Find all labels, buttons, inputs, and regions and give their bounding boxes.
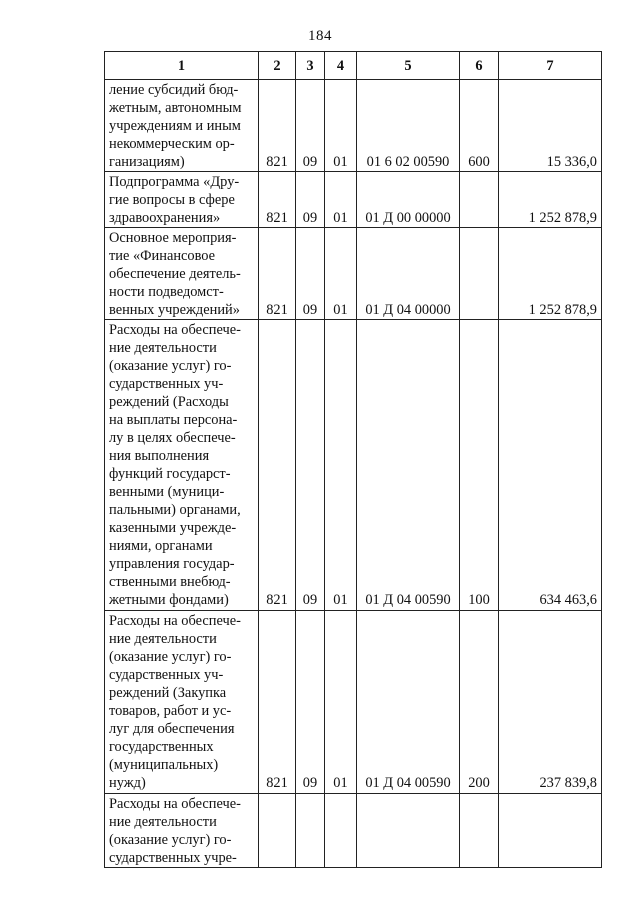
row-description: Подпрограмма «Дру- гие вопросы в сфере здравоохранения» <box>105 172 259 228</box>
section-code <box>296 794 325 868</box>
table-row <box>105 611 602 794</box>
column-header-7: 7 <box>499 52 602 80</box>
section-code: 09 <box>296 611 325 794</box>
table-row <box>105 80 602 172</box>
expense-type-code: 100 <box>460 320 499 611</box>
target-article-code: 01 Д 04 00590 <box>357 611 460 794</box>
budget-table <box>104 51 602 868</box>
ministry-code: 821 <box>259 611 296 794</box>
row-description: Расходы на обеспече- ние деятельности (оказание услуг) го- сударственных уч- реждений (Расходы на выплаты персона- лу в целях обеспече- ния выполнения функций государст- венными (муници- пальными) органами, казенными учрежде- ниями, органами управления государ- ственными внебюд- жетными фондами) <box>105 320 259 611</box>
subsection-code: 01 <box>325 611 357 794</box>
table-header-row <box>105 52 602 80</box>
column-header-4: 4 <box>325 52 357 80</box>
row-description: Основное мероприя- тие «Финансовое обеспечение деятель- ности подведомст- венных учреждений» <box>105 228 259 320</box>
row-description: Расходы на обеспече- ние деятельности (оказание услуг) го- сударственных учре- <box>105 794 259 868</box>
subsection-code: 01 <box>325 172 357 228</box>
ministry-code: 821 <box>259 320 296 611</box>
section-code: 09 <box>296 228 325 320</box>
column-header-6: 6 <box>460 52 499 80</box>
subsection-code: 01 <box>325 228 357 320</box>
target-article-code: 01 Д 04 00000 <box>357 228 460 320</box>
amount: 15 336,0 <box>499 80 602 172</box>
target-article-code: 01 6 02 00590 <box>357 80 460 172</box>
target-article-code <box>357 794 460 868</box>
subsection-code: 01 <box>325 80 357 172</box>
amount: 1 252 878,9 <box>499 228 602 320</box>
table-row <box>105 172 602 228</box>
section-code: 09 <box>296 320 325 611</box>
ministry-code: 821 <box>259 172 296 228</box>
table-row <box>105 794 602 868</box>
section-code: 09 <box>296 172 325 228</box>
amount: 1 252 878,9 <box>499 172 602 228</box>
column-header-3: 3 <box>296 52 325 80</box>
amount: 237 839,8 <box>499 611 602 794</box>
ministry-code: 821 <box>259 228 296 320</box>
amount: 634 463,6 <box>499 320 602 611</box>
table-row <box>105 228 602 320</box>
column-header-5: 5 <box>357 52 460 80</box>
row-description: Расходы на обеспече- ние деятельности (оказание услуг) го- сударственных уч- реждений (Закупка товаров, работ и ус- луг для обеспечения государственных (муниципальных) нужд) <box>105 611 259 794</box>
subsection-code: 01 <box>325 320 357 611</box>
target-article-code: 01 Д 00 00000 <box>357 172 460 228</box>
ministry-code <box>259 794 296 868</box>
expense-type-code <box>460 794 499 868</box>
expense-type-code <box>460 172 499 228</box>
subsection-code <box>325 794 357 868</box>
row-description: ление субсидий бюд- жетным, автономным учреждениям и иным некоммерческим ор- ганизациям) <box>105 80 259 172</box>
amount <box>499 794 602 868</box>
column-header-1: 1 <box>105 52 259 80</box>
ministry-code: 821 <box>259 80 296 172</box>
target-article-code: 01 Д 04 00590 <box>357 320 460 611</box>
expense-type-code: 600 <box>460 80 499 172</box>
table-row <box>105 320 602 611</box>
expense-type-code <box>460 228 499 320</box>
page-number: 184 <box>308 28 332 44</box>
section-code: 09 <box>296 80 325 172</box>
column-header-2: 2 <box>259 52 296 80</box>
expense-type-code: 200 <box>460 611 499 794</box>
